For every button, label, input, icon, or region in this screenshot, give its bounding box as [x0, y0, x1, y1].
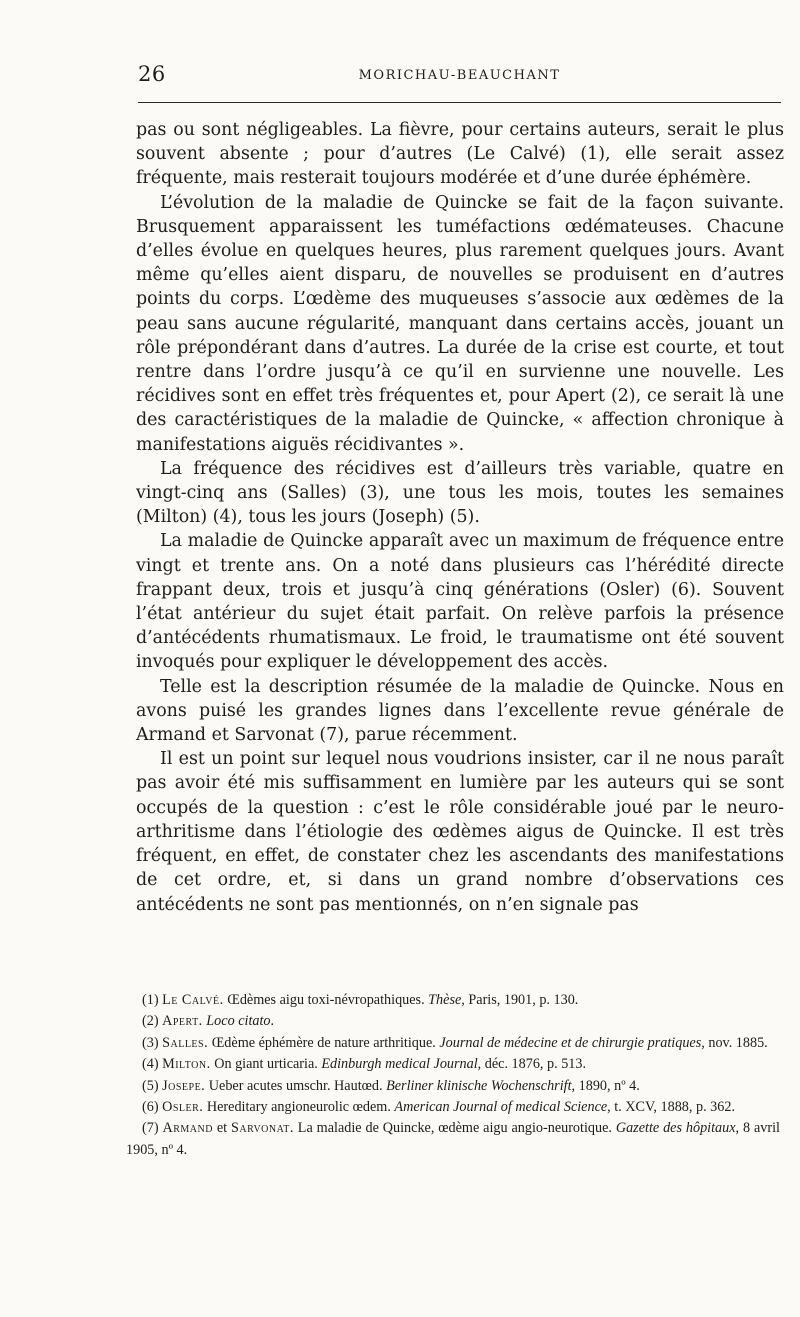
- footnote-text: On giant urticaria.: [210, 1056, 322, 1073]
- footnote: [126, 1011, 780, 1032]
- paragraph: La fréquence des récidives est d’ailleurs très variable, quatre en vingt-cinq ans (Salles) (3), une tous les mois, toutes les semaines (Milton) (4), tous les jours (Joseph) (5).: [136, 458, 784, 528]
- footnote-author: Milton.: [162, 1056, 211, 1073]
- footnote-number: (3): [142, 1034, 159, 1051]
- paragraph: Il est un point sur lequel nous voudrions insister, car il ne nous paraît pas avoir été mis suffisamment en lumière par les auteurs qui se sont occupés de la question : c’est le rôle considérable joué par le neuro-arthritisme dans l’étiologie des œdèmes aigus de Quincke. Il est très fréquent, en effet, de constater chez les ascendants des manifestations de cet ordre, et, si dans un grand nombre d’observations ces antécédents ne sont pas mentionnés, on n’en signale pas: [136, 749, 784, 915]
- footnote-source: Thèse: [428, 992, 462, 1008]
- footnote-source: Berliner klinische Wochenschrift: [386, 1077, 572, 1094]
- page-header: [138, 62, 781, 92]
- footnote-author: Sarvonat.: [230, 1120, 294, 1137]
- footnotes: [126, 990, 780, 1161]
- footnote-details: .: [270, 1013, 275, 1030]
- body-text: [136, 118, 784, 917]
- footnote-author: Osler.: [162, 1099, 204, 1116]
- running-head: MORICHAU-BEAUCHANT: [358, 68, 561, 83]
- footnote: [126, 990, 780, 1011]
- footnote-source: Gazette des hôpitaux: [615, 1120, 736, 1137]
- footnote-number: (4): [142, 1056, 159, 1073]
- footnote-number: (6): [142, 1099, 159, 1116]
- footnote-details: , déc. 1876, p. 513.: [477, 1056, 587, 1073]
- footnote-text: La maladie de Quincke, œdème aigu angio-neurotique.: [293, 1120, 616, 1137]
- footnote-text: Hereditary angioneurolic œdem.: [203, 1099, 395, 1116]
- footnote-author: Armand: [162, 1120, 213, 1137]
- footnote-details: , nov. 1885.: [701, 1034, 768, 1051]
- paragraph: L’évolution de la maladie de Quincke se fait de la façon suivante. Brusquement apparaissent les tuméfactions œdémateuses. Chacune d’elles évolue en quelques heures, plus rarement quelques jours. Avant même qu’elles aient disparu, de nouvelles se produisent en d’autres points du corps. L’œdème des muqueuses s’associe aux œdèmes de la peau sans aucune régularité, manquant dans certains accès, jouant un rôle prépondérant dans d’autres. La durée de la crise est courte, et tout rentre dans l’ordre jusqu’à ce qu’il en survienne une nouvelle. Les récidives sont en effet très fréquentes et, pour Apert (2), ce serait là une des caractéristiques de la maladie de Quincke, « affection chronique à manifestations aiguës récidivantes ».: [136, 192, 784, 455]
- paragraph: La maladie de Quincke apparaît avec un maximum de fréquence entre vingt et trente ans. On a noté dans plusieurs cas l’hérédité directe frappant deux, trois et jusqu’à cinq générations (Osler) (6). Souvent l’état antérieur du sujet était parfait. On relève parfois la présence d’antécédents rhumatismaux. Le froid, le traumatisme ont été souvent invoqués pour expliquer le développement des accès.: [136, 531, 784, 673]
- page-number: 26: [138, 62, 166, 86]
- paragraph: Telle est la description résumée de la maladie de Quincke. Nous en avons puisé les grandes lignes dans l’excellente revue générale de Armand et Sarvonat (7), parue récemment.: [136, 676, 784, 746]
- footnote-source: American Journal of medical Science: [394, 1099, 608, 1116]
- footnote-author: Salles.: [162, 1034, 209, 1051]
- footnote-number: (5): [142, 1077, 159, 1094]
- footnote-author: Apert.: [162, 1013, 203, 1030]
- footnote-source: Journal de médecine et de chirurgie pratiques: [439, 1034, 702, 1051]
- footnote-source: Edinburgh medical Journal: [321, 1056, 478, 1073]
- footnote-text: Œdème éphémère de nature arthritique.: [208, 1034, 440, 1051]
- footnote-number: (7): [142, 1120, 159, 1137]
- footnote: [126, 1054, 780, 1075]
- footnote: [126, 1118, 780, 1161]
- footnote: [126, 1097, 780, 1118]
- footnote-author: Le Calvé.: [162, 992, 224, 1008]
- footnote-details: , Paris, 1901, p. 130.: [461, 992, 579, 1008]
- footnote: [126, 1076, 780, 1097]
- footnote-details: , t. XCV, 1888, p. 362.: [607, 1099, 736, 1116]
- footnote-author-join: et: [212, 1120, 231, 1137]
- footnote-text: Ueber acutes umschr. Hautœd.: [205, 1077, 387, 1094]
- footnote-details: , 1890, nº 4.: [571, 1077, 640, 1094]
- footnote-number: (2): [142, 1013, 159, 1030]
- header-rule: [138, 102, 781, 103]
- footnote-text: Œdèmes aigu toxi-névropathiques.: [223, 992, 429, 1008]
- footnote-number: (1): [142, 992, 159, 1008]
- footnote-source: Loco citato: [206, 1013, 271, 1030]
- footnote-details: , 8 avril 1905, nº 4.: [126, 1120, 780, 1158]
- footnote: [126, 1033, 780, 1054]
- paragraph: pas ou sont négligeables. La fièvre, pour certains auteurs, serait le plus souvent absente ; pour d’autres (Le Calvé) (1), elle serait assez fréquente, mais resterait toujours modérée et d’une durée éphémère.: [136, 120, 784, 189]
- footnote-author: Josepe.: [162, 1077, 206, 1094]
